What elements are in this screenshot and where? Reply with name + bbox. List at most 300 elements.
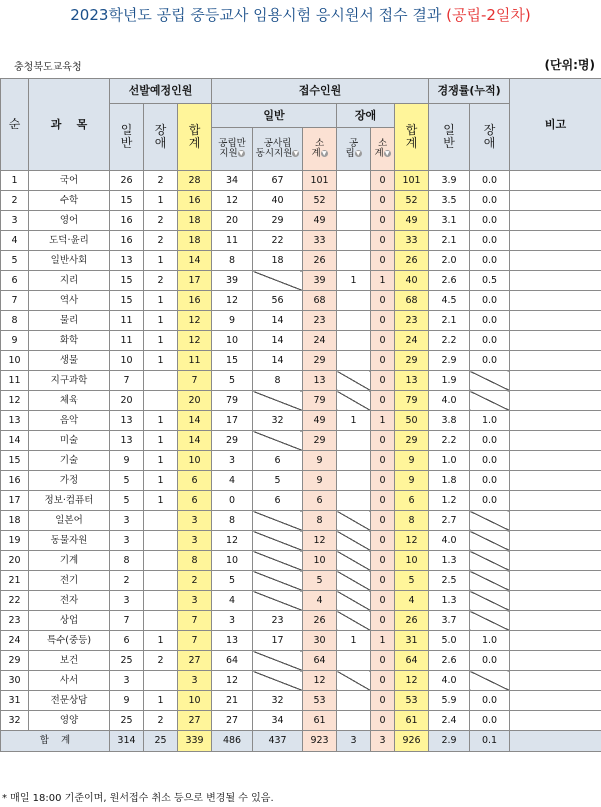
total-row xyxy=(1,731,601,752)
cell-pt: 11 xyxy=(178,351,212,371)
cell-pd xyxy=(144,591,178,611)
cell-dp xyxy=(337,551,371,571)
cell-gst: 52 xyxy=(303,191,337,211)
cell-gs xyxy=(253,551,303,571)
col-ratio-general: 일 반 xyxy=(429,104,470,171)
table-row xyxy=(1,291,601,311)
cell-rt: 50 xyxy=(395,411,429,431)
cell-pt: 7 xyxy=(178,371,212,391)
cell-pd xyxy=(144,531,178,551)
table-row xyxy=(1,651,601,671)
cell-pt: 6 xyxy=(178,491,212,511)
cell-rg: 2.1 xyxy=(429,231,470,251)
cell-dp xyxy=(337,471,371,491)
cell-no: 23 xyxy=(1,611,29,631)
cell-no: 17 xyxy=(1,491,29,511)
unit-label: (단위:명) xyxy=(544,58,595,72)
cell-rg: 3.7 xyxy=(429,611,470,631)
cell-subject: 영어 xyxy=(29,211,110,231)
cell-gp: 13 xyxy=(212,631,253,651)
cell-pd xyxy=(144,371,178,391)
cell-note xyxy=(510,511,601,531)
cell-rd: 0.0 xyxy=(470,651,510,671)
cell-gp: 5 xyxy=(212,371,253,391)
cell-dst: 0 xyxy=(371,371,395,391)
cell-dst: 0 xyxy=(371,331,395,351)
cell-pd: 1 xyxy=(144,471,178,491)
cell-dp xyxy=(337,611,371,631)
cell-rd xyxy=(470,371,510,391)
cell-rd: 1.0 xyxy=(470,411,510,431)
cell-gp: 64 xyxy=(212,651,253,671)
cell-subject: 물리 xyxy=(29,311,110,331)
cell-gp: 27 xyxy=(212,711,253,731)
cell-pg: 9 xyxy=(110,691,144,711)
table-row xyxy=(1,711,601,731)
cell-subject: 수학 xyxy=(29,191,110,211)
col-disabled-group: 장애 xyxy=(337,104,395,128)
cell-gst: 49 xyxy=(303,211,337,231)
cell-rg: 4.0 xyxy=(429,531,470,551)
cell-dp xyxy=(337,711,371,731)
cell-dst: 0 xyxy=(371,591,395,611)
cell-gp: 0 xyxy=(212,491,253,511)
cell-note xyxy=(510,591,601,611)
cell-dst: 0 xyxy=(371,351,395,371)
cell-gst: 23 xyxy=(303,311,337,331)
cell-pd: 1 xyxy=(144,291,178,311)
cell-pg: 13 xyxy=(110,251,144,271)
cell-pt: 6 xyxy=(178,471,212,491)
cell-rt: 4 xyxy=(395,591,429,611)
cell-dst: 0 xyxy=(371,251,395,271)
cell-dst: 1 xyxy=(371,411,395,431)
cell-subject: 보건 xyxy=(29,651,110,671)
cell-note xyxy=(510,631,601,651)
cell-gp: 20 xyxy=(212,211,253,231)
chevron-down-icon[interactable]: ▼ xyxy=(293,150,299,157)
cell-pd: 1 xyxy=(144,491,178,511)
cell-rt: 53 xyxy=(395,691,429,711)
cell-gs xyxy=(253,391,303,411)
cell-rg: 2.5 xyxy=(429,571,470,591)
cell-rd: 0.0 xyxy=(470,491,510,511)
cell-dp xyxy=(337,231,371,251)
col-dis-subtotal-label: 소 계 xyxy=(374,138,388,159)
cell-pt: 27 xyxy=(178,651,212,671)
title-main: 2023학년도 공립 중등교사 임용시험 응시원서 접수 결과 xyxy=(70,6,447,24)
cell-rd: 0.5 xyxy=(470,271,510,291)
cell-rt: 8 xyxy=(395,511,429,531)
cell-rt: 49 xyxy=(395,211,429,231)
cell-subject: 음악 xyxy=(29,411,110,431)
cell-gp: 8 xyxy=(212,251,253,271)
cell-pt: 27 xyxy=(178,711,212,731)
col-gen-public-label: 공립만 지원 xyxy=(218,138,246,159)
col-dis-subtotal xyxy=(371,128,395,171)
cell-dp xyxy=(337,671,371,691)
chevron-down-icon[interactable]: ▼ xyxy=(238,150,244,157)
cell-rt: 24 xyxy=(395,331,429,351)
cell-pd xyxy=(144,611,178,631)
cell-dst: 0 xyxy=(371,711,395,731)
cell-pd: 2 xyxy=(144,711,178,731)
col-gen-private xyxy=(253,128,303,171)
cell-dst: 0 xyxy=(371,431,395,451)
cell-note xyxy=(510,491,601,511)
cell-gs: 23 xyxy=(253,611,303,631)
table-row xyxy=(1,571,601,591)
cell-gst: 9 xyxy=(303,471,337,491)
cell-subject: 동물자원 xyxy=(29,531,110,551)
cell-rd: 0.0 xyxy=(470,451,510,471)
cell-gst: 64 xyxy=(303,651,337,671)
cell-no: 24 xyxy=(1,631,29,651)
col-received-total: 합 계 xyxy=(395,104,429,171)
cell-rg: 1.3 xyxy=(429,551,470,571)
cell-no: 14 xyxy=(1,431,29,451)
cell-no: 32 xyxy=(1,711,29,731)
cell-pg: 15 xyxy=(110,191,144,211)
table-row xyxy=(1,331,601,351)
chevron-down-icon[interactable]: ▼ xyxy=(355,150,361,157)
cell-subject: 가정 xyxy=(29,471,110,491)
cell-rg: 4.0 xyxy=(429,671,470,691)
cell-gs: 32 xyxy=(253,691,303,711)
total-rg: 2.9 xyxy=(429,731,470,752)
cell-note xyxy=(510,671,601,691)
cell-pt: 18 xyxy=(178,211,212,231)
cell-pd: 1 xyxy=(144,631,178,651)
cell-pd: 1 xyxy=(144,411,178,431)
cell-note xyxy=(510,551,601,571)
cell-gp: 34 xyxy=(212,171,253,191)
table-row xyxy=(1,391,601,411)
table-row xyxy=(1,591,601,611)
cell-gst: 24 xyxy=(303,331,337,351)
cell-subject: 지리 xyxy=(29,271,110,291)
cell-pg: 13 xyxy=(110,411,144,431)
cell-rt: 12 xyxy=(395,531,429,551)
cell-gs: 14 xyxy=(253,311,303,331)
cell-gs: 5 xyxy=(253,471,303,491)
cell-pg: 8 xyxy=(110,551,144,571)
cell-rd: 0.0 xyxy=(470,691,510,711)
cell-gs xyxy=(253,651,303,671)
page-title xyxy=(0,4,601,25)
cell-dp xyxy=(337,331,371,351)
cell-pd: 1 xyxy=(144,331,178,351)
footnote: * 매일 18:00 기준이며, 원서접수 취소 등으로 변경될 수 있음. xyxy=(2,793,274,804)
cell-rd xyxy=(470,531,510,551)
table-row xyxy=(1,371,601,391)
title-highlight: (공립-2일차) xyxy=(446,6,531,24)
cell-dp xyxy=(337,431,371,451)
cell-pt: 3 xyxy=(178,511,212,531)
cell-rd: 1.0 xyxy=(470,631,510,651)
cell-gp: 8 xyxy=(212,511,253,531)
cell-rd xyxy=(470,571,510,591)
cell-gs: 56 xyxy=(253,291,303,311)
cell-dst: 0 xyxy=(371,311,395,331)
cell-pt: 7 xyxy=(178,611,212,631)
cell-pg: 10 xyxy=(110,351,144,371)
cell-gs xyxy=(253,531,303,551)
cell-rg: 3.9 xyxy=(429,171,470,191)
cell-dst: 0 xyxy=(371,471,395,491)
table-row xyxy=(1,511,601,531)
col-no: 순 xyxy=(1,79,29,171)
cell-note xyxy=(510,531,601,551)
cell-subject: 사서 xyxy=(29,671,110,691)
cell-rt: 10 xyxy=(395,551,429,571)
table-row xyxy=(1,351,601,371)
cell-note xyxy=(510,231,601,251)
col-dis-public xyxy=(337,128,371,171)
table-row xyxy=(1,471,601,491)
col-gen-private-label: 공사립 동시지원 xyxy=(255,138,293,159)
cell-subject: 역사 xyxy=(29,291,110,311)
cell-no: 4 xyxy=(1,231,29,251)
cell-gs: 8 xyxy=(253,371,303,391)
cell-pd: 1 xyxy=(144,691,178,711)
table-row xyxy=(1,451,601,471)
cell-rg: 3.8 xyxy=(429,411,470,431)
cell-no: 15 xyxy=(1,451,29,471)
cell-pt: 3 xyxy=(178,671,212,691)
cell-no: 29 xyxy=(1,651,29,671)
total-label: 합 계 xyxy=(1,731,110,752)
chevron-down-icon[interactable]: ▼ xyxy=(384,150,390,157)
cell-pg: 5 xyxy=(110,491,144,511)
cell-rg: 1.8 xyxy=(429,471,470,491)
cell-gp: 12 xyxy=(212,291,253,311)
cell-gst: 39 xyxy=(303,271,337,291)
cell-subject: 체육 xyxy=(29,391,110,411)
cell-rd: 0.0 xyxy=(470,331,510,351)
table-row xyxy=(1,671,601,691)
table-row xyxy=(1,551,601,571)
table-body xyxy=(1,171,601,752)
cell-rg: 2.6 xyxy=(429,651,470,671)
cell-rt: 68 xyxy=(395,291,429,311)
table-row xyxy=(1,171,601,191)
cell-dst: 0 xyxy=(371,551,395,571)
cell-pt: 17 xyxy=(178,271,212,291)
col-planned-group: 선발예정인원 xyxy=(110,79,212,104)
cell-note xyxy=(510,271,601,291)
cell-rt: 13 xyxy=(395,371,429,391)
cell-no: 18 xyxy=(1,511,29,531)
cell-gst: 29 xyxy=(303,431,337,451)
cell-note xyxy=(510,691,601,711)
cell-subject: 전기 xyxy=(29,571,110,591)
cell-rt: 64 xyxy=(395,651,429,671)
cell-gst: 53 xyxy=(303,691,337,711)
cell-pd: 2 xyxy=(144,271,178,291)
cell-note xyxy=(510,171,601,191)
cell-gp: 21 xyxy=(212,691,253,711)
cell-gp: 10 xyxy=(212,551,253,571)
cell-gs: 22 xyxy=(253,231,303,251)
cell-no: 7 xyxy=(1,291,29,311)
cell-rg: 2.1 xyxy=(429,311,470,331)
cell-gst: 4 xyxy=(303,591,337,611)
cell-pd xyxy=(144,391,178,411)
cell-pg: 3 xyxy=(110,511,144,531)
total-dp: 3 xyxy=(337,731,371,752)
cell-dst: 0 xyxy=(371,671,395,691)
cell-rt: 12 xyxy=(395,671,429,691)
cell-dst: 0 xyxy=(371,491,395,511)
col-gen-subtotal xyxy=(303,128,337,171)
col-subject: 과 목 xyxy=(29,79,110,171)
total-pt: 339 xyxy=(178,731,212,752)
cell-gp: 4 xyxy=(212,471,253,491)
cell-dst: 0 xyxy=(371,571,395,591)
cell-rt: 5 xyxy=(395,571,429,591)
col-ratio-group: 경쟁률(누적) xyxy=(429,79,510,104)
chevron-down-icon[interactable]: ▼ xyxy=(321,150,327,157)
cell-gst: 13 xyxy=(303,371,337,391)
cell-pt: 10 xyxy=(178,691,212,711)
cell-pt: 3 xyxy=(178,591,212,611)
cell-rg: 5.0 xyxy=(429,631,470,651)
col-planned-general: 일 반 xyxy=(110,104,144,171)
cell-pd: 1 xyxy=(144,311,178,331)
cell-dst: 0 xyxy=(371,291,395,311)
col-dis-public-label: 공 립 xyxy=(345,138,359,159)
cell-no: 1 xyxy=(1,171,29,191)
cell-pt: 2 xyxy=(178,571,212,591)
cell-rg: 2.4 xyxy=(429,711,470,731)
cell-pg: 11 xyxy=(110,311,144,331)
cell-pd: 1 xyxy=(144,431,178,451)
table-row xyxy=(1,431,601,451)
cell-rd: 0.0 xyxy=(470,431,510,451)
cell-subject: 화학 xyxy=(29,331,110,351)
table-row xyxy=(1,611,601,631)
cell-dp: 1 xyxy=(337,411,371,431)
cell-rt: 6 xyxy=(395,491,429,511)
cell-note xyxy=(510,251,601,271)
cell-gs: 14 xyxy=(253,331,303,351)
cell-note xyxy=(510,651,601,671)
table-row xyxy=(1,631,601,651)
cell-gst: 5 xyxy=(303,571,337,591)
cell-pd: 2 xyxy=(144,231,178,251)
table-row xyxy=(1,491,601,511)
cell-gst: 12 xyxy=(303,531,337,551)
cell-dp xyxy=(337,531,371,551)
cell-rt: 9 xyxy=(395,451,429,471)
cell-subject: 전자 xyxy=(29,591,110,611)
col-ratio-disabled: 장 애 xyxy=(470,104,510,171)
cell-pd: 2 xyxy=(144,171,178,191)
cell-rg: 2.0 xyxy=(429,251,470,271)
cell-pd: 1 xyxy=(144,351,178,371)
table-row xyxy=(1,211,601,231)
cell-gp: 79 xyxy=(212,391,253,411)
col-gen-public xyxy=(212,128,253,171)
cell-gst: 12 xyxy=(303,671,337,691)
cell-pt: 8 xyxy=(178,551,212,571)
cell-dp xyxy=(337,371,371,391)
table-row xyxy=(1,411,601,431)
cell-rd xyxy=(470,591,510,611)
cell-note xyxy=(510,411,601,431)
cell-gs: 6 xyxy=(253,491,303,511)
cell-no: 5 xyxy=(1,251,29,271)
cell-note xyxy=(510,291,601,311)
table-row xyxy=(1,191,601,211)
cell-pg: 7 xyxy=(110,371,144,391)
cell-subject: 지구과학 xyxy=(29,371,110,391)
cell-pt: 12 xyxy=(178,331,212,351)
cell-note xyxy=(510,371,601,391)
cell-rg: 3.1 xyxy=(429,211,470,231)
cell-note xyxy=(510,711,601,731)
cell-gs xyxy=(253,511,303,531)
cell-rd: 0.0 xyxy=(470,171,510,191)
cell-gst: 29 xyxy=(303,351,337,371)
cell-pt: 16 xyxy=(178,291,212,311)
cell-rg: 2.2 xyxy=(429,331,470,351)
cell-subject: 상업 xyxy=(29,611,110,631)
cell-gst: 33 xyxy=(303,231,337,251)
table-header xyxy=(1,79,601,171)
cell-rd: 0.0 xyxy=(470,351,510,371)
cell-gst: 6 xyxy=(303,491,337,511)
cell-rt: 29 xyxy=(395,351,429,371)
cell-rt: 40 xyxy=(395,271,429,291)
cell-no: 10 xyxy=(1,351,29,371)
cell-dp xyxy=(337,591,371,611)
cell-rg: 2.7 xyxy=(429,511,470,531)
cell-gs xyxy=(253,671,303,691)
cell-rg: 1.9 xyxy=(429,371,470,391)
cell-rd xyxy=(470,671,510,691)
cell-no: 19 xyxy=(1,531,29,551)
cell-subject: 기술 xyxy=(29,451,110,471)
cell-dp xyxy=(337,691,371,711)
cell-rg: 2.6 xyxy=(429,271,470,291)
cell-no: 22 xyxy=(1,591,29,611)
cell-rd: 0.0 xyxy=(470,231,510,251)
cell-subject: 전문상담 xyxy=(29,691,110,711)
cell-gst: 49 xyxy=(303,411,337,431)
cell-dp xyxy=(337,571,371,591)
cell-dp xyxy=(337,291,371,311)
cell-gs: 6 xyxy=(253,451,303,471)
table-row xyxy=(1,691,601,711)
cell-rg: 3.5 xyxy=(429,191,470,211)
cell-pt: 14 xyxy=(178,411,212,431)
cell-gp: 15 xyxy=(212,351,253,371)
cell-no: 3 xyxy=(1,211,29,231)
cell-pg: 26 xyxy=(110,171,144,191)
cell-gp: 17 xyxy=(212,411,253,431)
cell-gp: 4 xyxy=(212,591,253,611)
cell-pt: 7 xyxy=(178,631,212,651)
cell-dst: 0 xyxy=(371,231,395,251)
cell-dst: 0 xyxy=(371,531,395,551)
cell-pt: 12 xyxy=(178,311,212,331)
cell-gs: 40 xyxy=(253,191,303,211)
cell-dst: 0 xyxy=(371,451,395,471)
cell-subject: 생물 xyxy=(29,351,110,371)
cell-note xyxy=(510,471,601,491)
